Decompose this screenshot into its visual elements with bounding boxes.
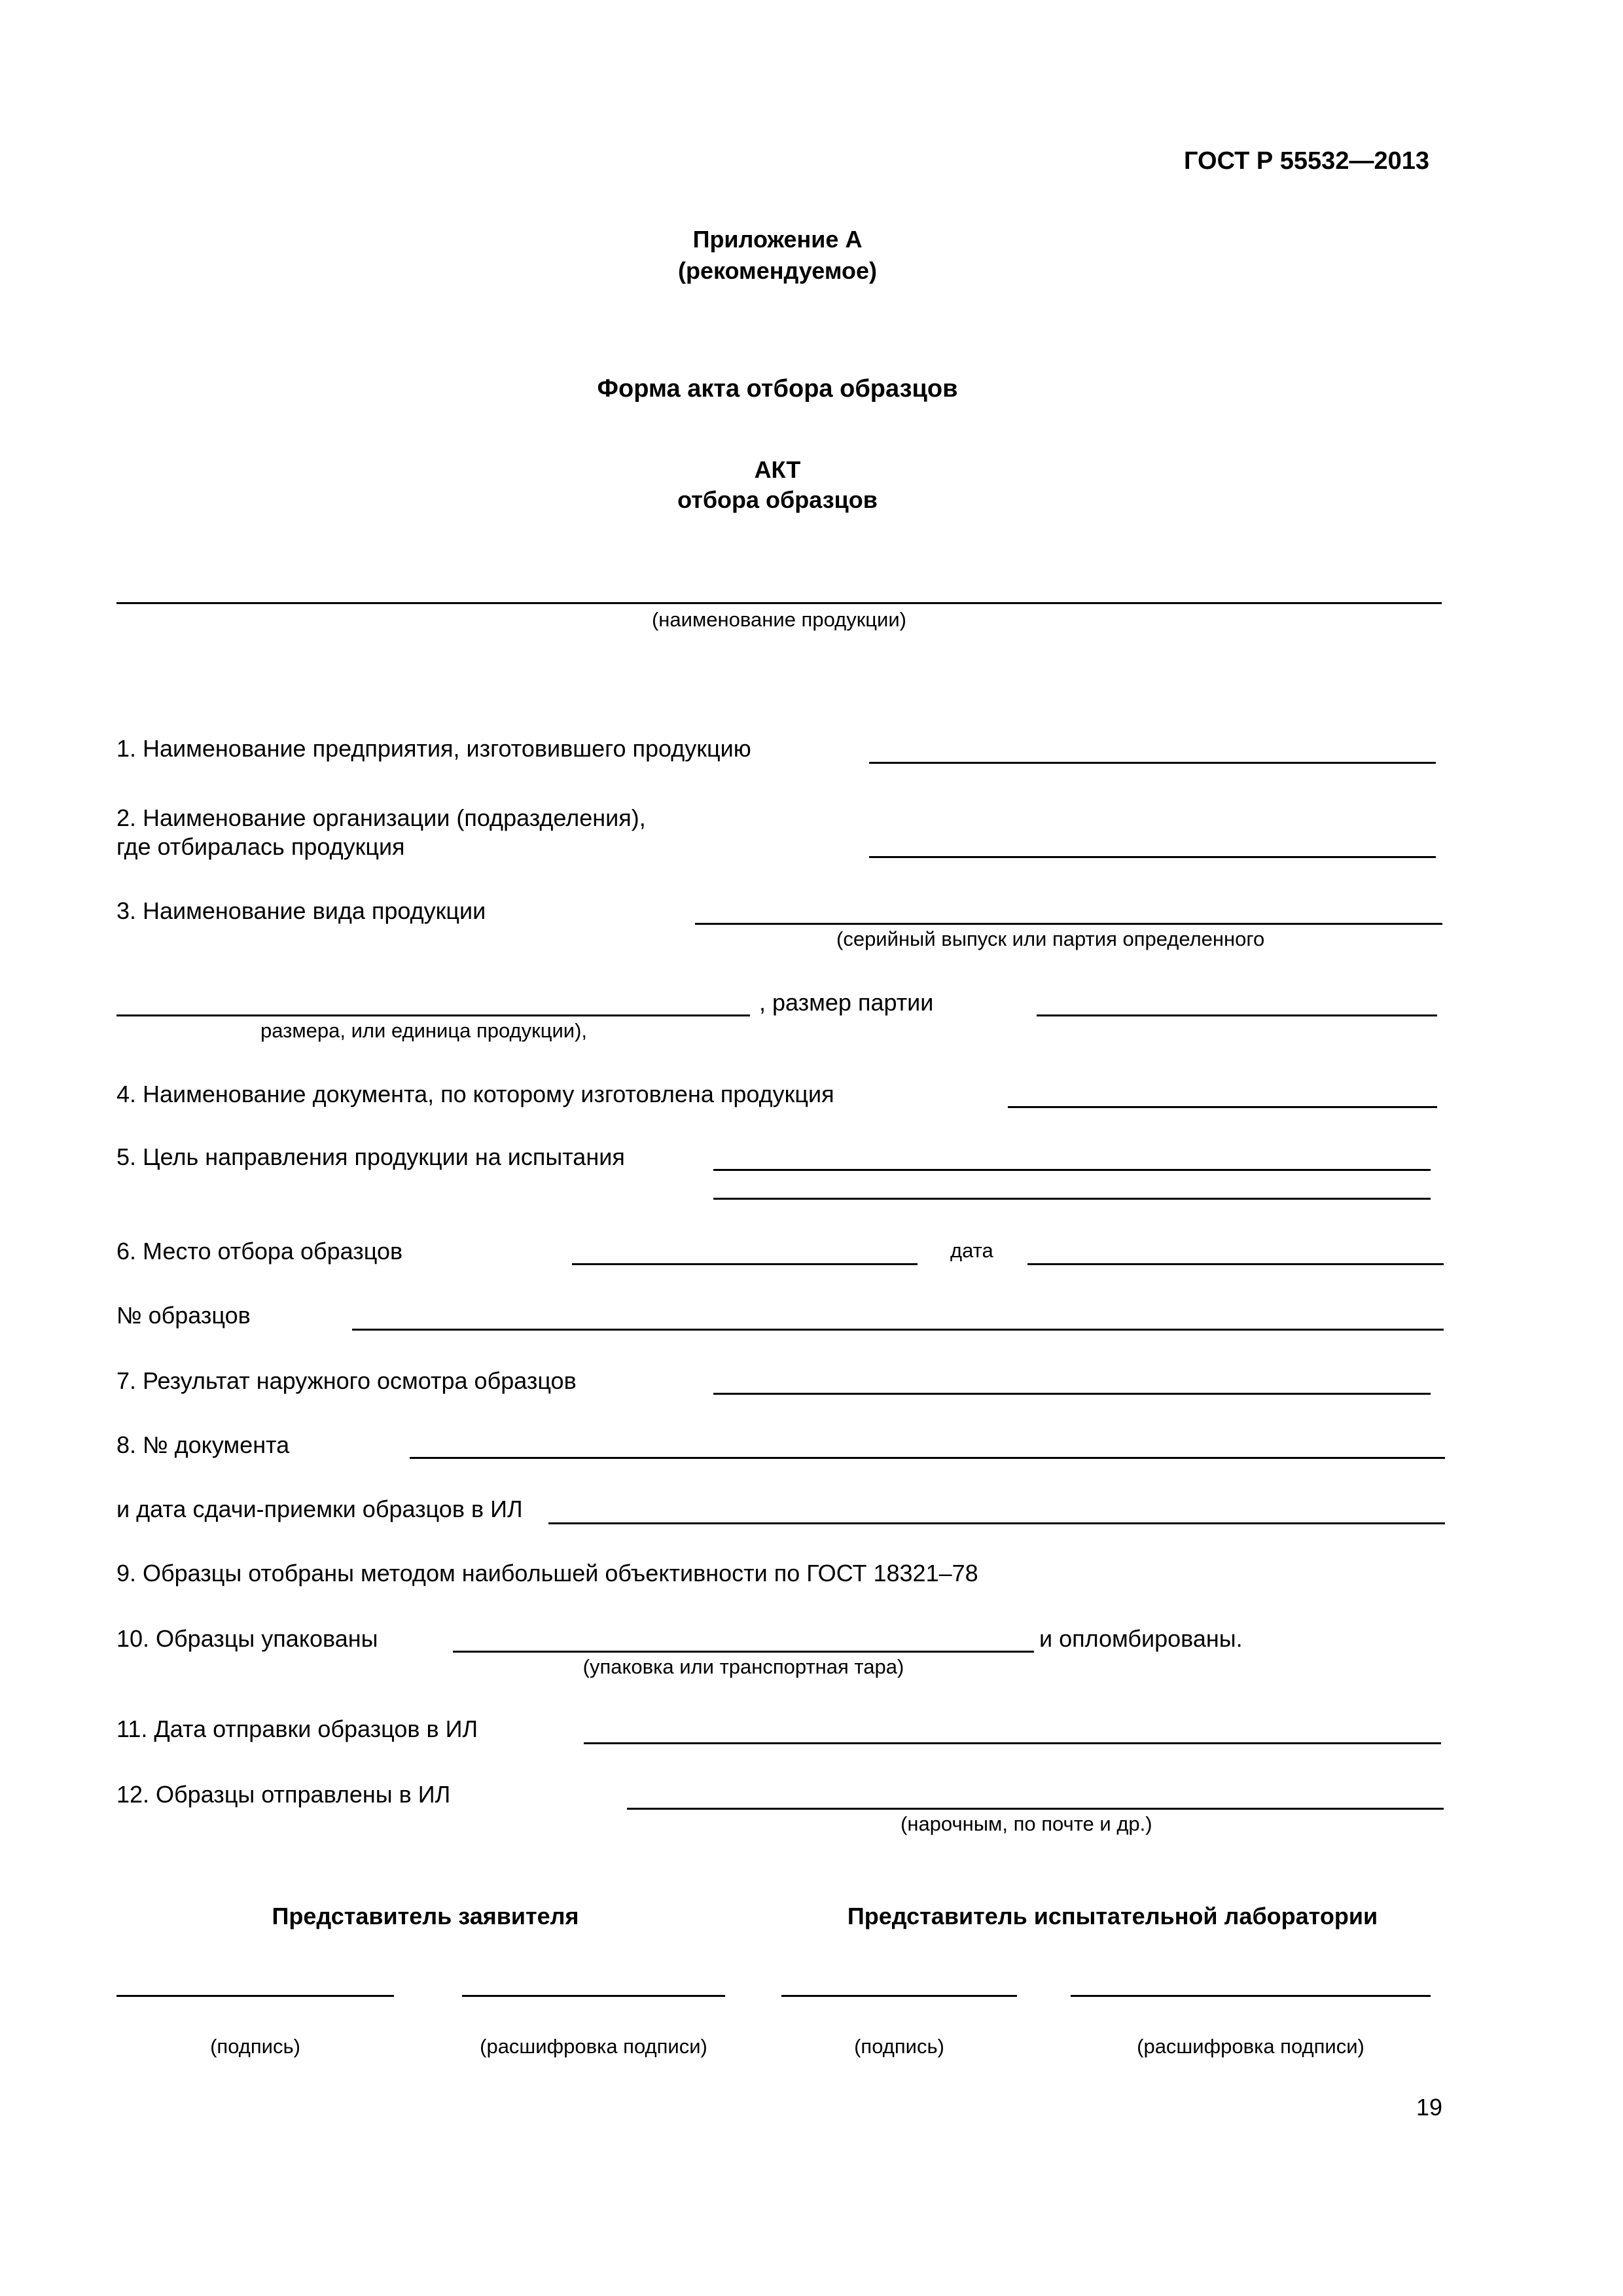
item-6-date-label: дата — [950, 1239, 993, 1262]
item-6-date-line — [1027, 1263, 1444, 1265]
item-10-caption: (упаковка или транспортная тара) — [582, 1655, 904, 1678]
applicant-decode-caption: (расшифровка подписи) — [480, 2035, 707, 2058]
item-8-label-cont: и дата сдачи-приемки образцов в ИЛ — [116, 1496, 523, 1522]
item-5-field-line — [713, 1169, 1431, 1171]
lab-signature-caption: (подпись) — [854, 2035, 944, 2058]
lab-signature-line — [781, 1995, 1017, 1997]
item-6-place-line — [572, 1263, 918, 1265]
item-9-text: 9. Образцы отобраны методом наибольшей объективности по ГОСТ 18321–78 — [116, 1560, 978, 1587]
product-name-caption: (наименование продукции) — [651, 608, 906, 631]
item-12-label: 12. Образцы отправлены в ИЛ — [116, 1781, 451, 1808]
appendix-status: (рекомендуемое) — [678, 257, 877, 284]
item-10-label: 10. Образцы упакованы — [116, 1625, 378, 1652]
item-10-end: и опломбированы. — [1039, 1625, 1243, 1652]
item-4-label: 4. Наименование документа, по которому изготовлена продукция — [116, 1081, 834, 1107]
item-8-field-line — [410, 1457, 1445, 1459]
item-8-label: 8. № документа — [116, 1431, 290, 1458]
lab-representative-heading: Представитель испытательной лаборатории — [847, 1903, 1378, 1929]
item-7-field-line — [713, 1393, 1431, 1395]
applicant-representative-heading: Представитель заявителя — [272, 1903, 579, 1929]
item-12-field-line — [627, 1808, 1444, 1810]
item-2-field-line — [869, 856, 1436, 858]
item-5-field-line-2 — [713, 1198, 1431, 1200]
applicant-signature-line — [116, 1995, 394, 1997]
item-3-label: 3. Наименование вида продукции — [116, 897, 486, 924]
standard-number: ГОСТ Р 55532—2013 — [1184, 147, 1429, 175]
item-4-field-line — [1008, 1106, 1437, 1108]
item-2-label-cont: где отбиралась продукция — [116, 833, 405, 860]
batch-size-line — [1037, 1014, 1437, 1016]
samples-number-line — [352, 1329, 1444, 1331]
samples-number-label: № образцов — [116, 1302, 251, 1329]
item-11-field-line — [584, 1742, 1441, 1744]
item-3-caption-1: (серийный выпуск или партия определенного — [836, 927, 1265, 950]
item-1-field-line — [869, 762, 1436, 764]
item-10-field-line — [453, 1651, 1034, 1653]
item-11-label: 11. Дата отправки образцов в ИЛ — [116, 1715, 478, 1742]
item-3-field-line-2 — [116, 1014, 750, 1016]
page-number: 19 — [1416, 2094, 1442, 2121]
applicant-decode-line — [462, 1995, 725, 1997]
item-2-label: 2. Наименование организации (подразделения), — [116, 804, 646, 831]
item-7-label: 7. Результат наружного осмотра образцов — [116, 1367, 577, 1394]
lab-decode-line — [1071, 1995, 1431, 1997]
form-title: Форма акта отбора образцов — [597, 375, 958, 403]
item-1-label: 1. Наименование предприятия, изготовившего продукцию — [116, 735, 751, 762]
item-3-caption-2: размера, или единица продукции), — [260, 1019, 588, 1042]
appendix-title: Приложение А — [692, 226, 863, 253]
item-6-label: 6. Место отбора образцов — [116, 1238, 403, 1265]
lab-decode-caption: (расшифровка подписи) — [1137, 2035, 1364, 2058]
item-5-label: 5. Цель направления продукции на испытания — [116, 1143, 625, 1170]
applicant-signature-caption: (подпись) — [210, 2035, 300, 2058]
act-subtitle: отбора образцов — [677, 486, 878, 513]
item-3-field-line — [695, 923, 1442, 925]
item-12-caption: (нарочным, по почте и др.) — [901, 1812, 1152, 1835]
product-name-line — [116, 602, 1442, 604]
batch-size-label: , размер партии — [759, 989, 934, 1016]
act-title: АКТ — [754, 456, 801, 483]
item-8-field-line-2 — [548, 1522, 1445, 1524]
